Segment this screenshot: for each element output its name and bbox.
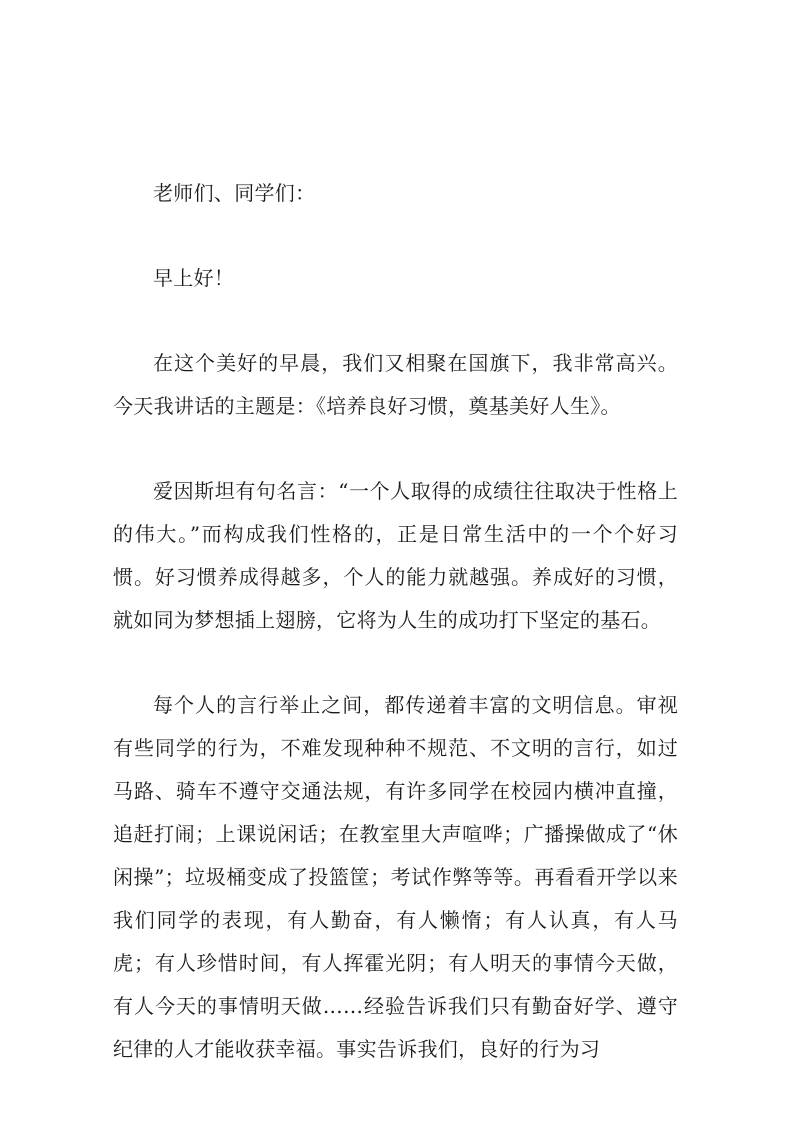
greeting-paragraph: 早上好！ — [153, 266, 235, 290]
einstein-quote-paragraph: 爱因斯坦有句名言：“一个人取得的成绩往往取决于性格上的伟大。”而构成我们性格的，正是日常生活中的一个个好习惯。好习惯养成得越多，个人的能力就越强。养成好的习惯，就如同为梦想插上翅膀，它将为人生的成功打下坚定的基石。 — [113, 479, 678, 632]
salutation-paragraph: 老师们、同学们： — [153, 181, 316, 205]
topic-intro-paragraph: 在这个美好的早晨，我们又相聚在国旗下，我非常高兴。今天我讲话的主题是：《培养良好习惯，奠基美好人生》。 — [113, 351, 678, 418]
behavior-observations-paragraph: 每个人的言行举止之间，都传递着丰富的文明信息。审视有些同学的行为，不难发现种种不规范、不文明的言行，如过马路、骑车不遵守交通法规，有许多同学在校园内横冲直撞，追赶打闹；上课说闲话；在教室里大声喧哗；广播操做成了“休闲操”；垃圾桶变成了投篮筐；考试作弊等等。再看看开学以来我们同学的表现，有人勤奋，有人懒惰；有人认真，有人马虎；有人珍惜时间，有人挥霍光阴；有人明天的事情今天做，有人今天的事情明天做……经验告诉我们只有勤奋好学、遵守纪律的人才能收获幸福。事实告诉我们，良好的行为习 — [113, 693, 678, 1061]
